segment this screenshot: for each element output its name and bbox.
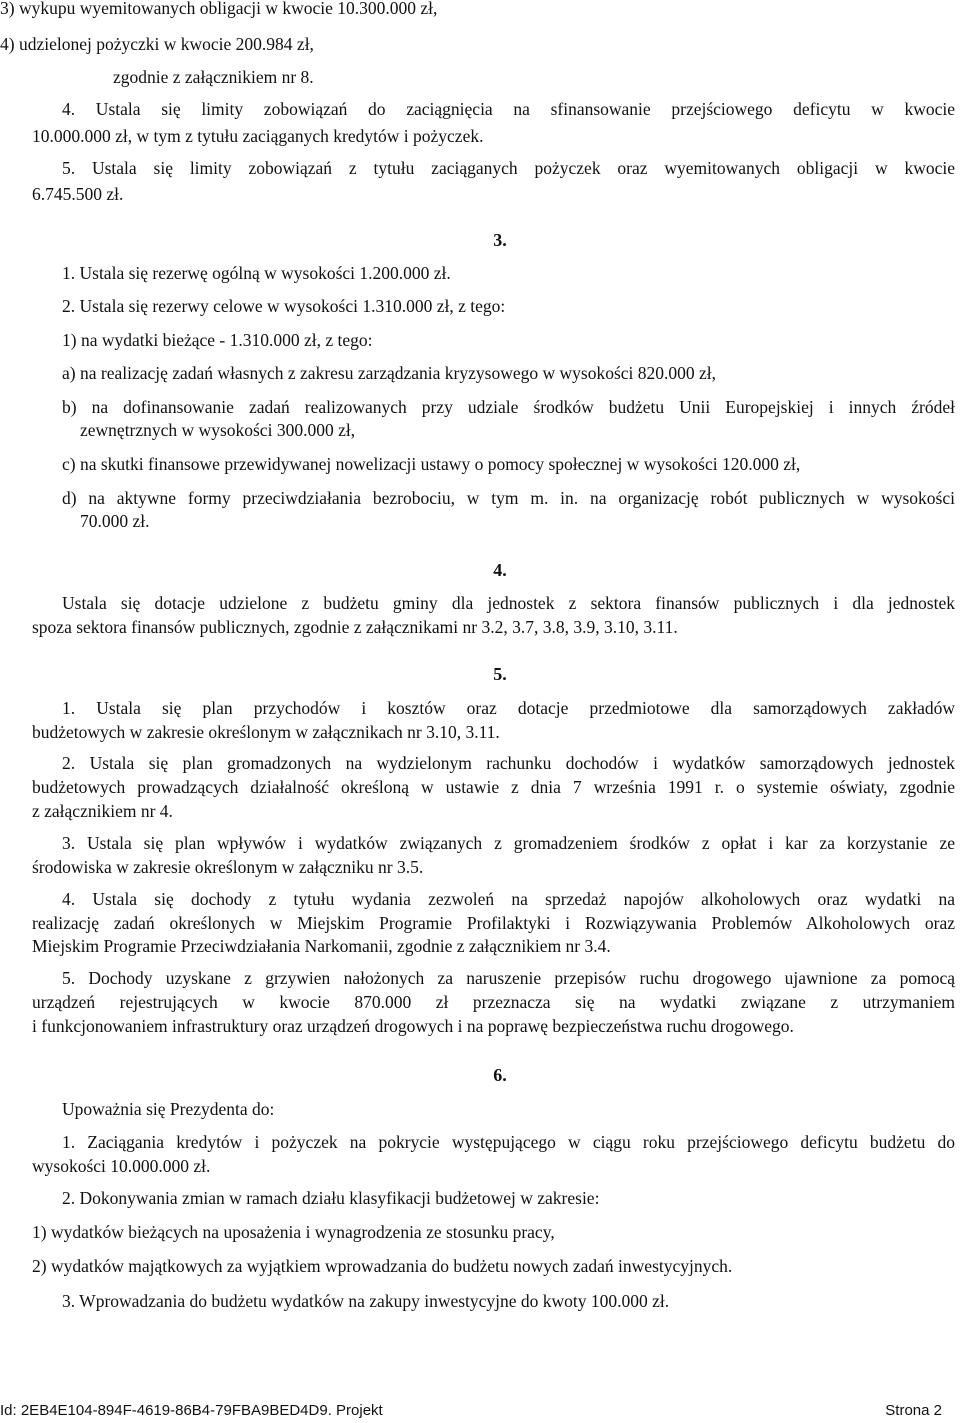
text-line: środowiska w zakresie określonym w załączniku nr 3.5. [32,857,424,877]
text-line: i funkcjonowaniem infrastruktury oraz urządzeń drogowych i na poprawę bezpieczeństwa ruchu drogowego. [32,1016,794,1036]
text-line: wysokości 10.000.000 zł. [32,1156,211,1176]
footer-page-number: Strona 2 [885,1402,942,1419]
footer-document-id: Id: 2EB4E104-894F-4619-86B4-79FBA9BED4D9. Projekt [0,1402,383,1419]
text-line: spoza sektora finansów publicznych, zgodnie z załącznikami nr 3.2, 3.7, 3.8, 3.9, 3.10, 3.11. [32,617,678,637]
text-line: zewnętrznych w wysokości 300.000 zł, [80,420,356,440]
paragraph: Ustala się dotacje udzielone z budżetu gminy dla jednostek z sektora finansów publicznych i dla jednostek [62,593,955,613]
section-heading: 4. [493,560,507,580]
numbered-paragraph: 5. Dochody uzyskane z grzywien nałożonych za naruszenie przepisów ruchu drogowego ujawnione za pomocą [62,968,955,988]
text-line: z załącznikiem nr 4. [32,801,173,821]
numbered-paragraph: 3. Ustala się plan wpływów i wydatków związanych z gromadzeniem środków z opłat i kar za korzystanie ze [62,833,955,853]
text-line: urządzeń rejestrujących w kwocie 870.000 zł przeznacza się na wydatki związane z utrzymaniem [32,992,955,1012]
list-item: c) na skutki finansowe przewidywanej nowelizacji ustawy o pomocy społecznej w wysokości 120.000 zł, [62,454,801,474]
numbered-paragraph: 1. Ustala się plan przychodów i kosztów oraz dotacje przedmiotowe dla samorządowych zakładów [62,698,955,718]
numbered-paragraph: 5. Ustala się limity zobowiązań z tytułu zaciąganych pożyczek oraz wyemitowanych obligacji w kwocie [62,158,955,178]
numbered-paragraph: 2. Ustala się rezerwy celowe w wysokości 1.310.000 zł, z tego: [62,296,506,316]
numbered-paragraph: 1. Zaciągania kredytów i pożyczek na pokrycie występującego w ciągu roku przejściowego deficytu budżetu do [62,1132,955,1152]
text-line: budżetowych prowadzących działalność określoną w ustawie z dnia 7 września 1991 r. o systemie oświaty, zgodnie [32,777,955,797]
numbered-paragraph: 2. Ustala się plan gromadzonych na wydzielonym rachunku dochodów i wydatków samorządowych jednostek [62,753,955,773]
list-item: 2) wydatków majątkowych za wyjątkiem wprowadzania do budżetu nowych zadań inwestycyjnych. [32,1256,733,1276]
paragraph: Upoważnia się Prezydenta do: [62,1099,275,1119]
section-heading: 3. [493,230,507,250]
list-item: b) na dofinansowanie zadań realizowanych przy udziale środków budżetu Unii Europejskiej i innych źródeł [62,397,955,417]
text-line: 10.000.000 zł, w tym z tytułu zaciąganych kredytów i pożyczek. [32,126,484,146]
numbered-paragraph: 4. Ustala się dochody z tytułu wydania zezwoleń na sprzedaż napojów alkoholowych oraz wydatki na [62,889,955,909]
text-line: zgodnie z załącznikiem nr 8. [113,67,314,87]
numbered-paragraph: 4. Ustala się limity zobowiązań do zaciągnięcia na sfinansowanie przejściowego deficytu w kwocie [62,99,955,119]
text-line: realizację zadań określonych w Miejskim Programie Profilaktyki i Rozwiązywania Problemów Alkoholowych oraz [32,913,955,933]
section-heading: 5. [493,664,507,684]
numbered-paragraph: 3. Wprowadzania do budżetu wydatków na zakupy inwestycyjne do kwoty 100.000 zł. [62,1291,670,1311]
text-line: 6.745.500 zł. [32,184,124,204]
list-item: 1) na wydatki bieżące - 1.310.000 zł, z tego: [62,330,373,350]
numbered-paragraph: 1. Ustala się rezerwę ogólną w wysokości 1.200.000 zł. [62,263,451,283]
text-line: budżetowych w zakresie określonym w załącznikach nr 3.10, 3.11. [32,722,500,742]
text-line: Miejskim Programie Przeciwdziałania Narkomanii, zgodnie z załącznikiem nr 3.4. [32,936,611,956]
list-item: 3) wykupu wyemitowanych obligacji w kwocie 10.300.000 zł, [0,0,438,18]
text-line: 70.000 zł. [80,511,150,531]
section-heading: 6. [493,1065,507,1085]
list-item: 4) udzielonej pożyczki w kwocie 200.984 zł, [0,34,314,54]
list-item: d) na aktywne formy przeciwdziałania bezrobociu, w tym m. in. na organizację robót publicznych w wysokości [62,488,955,508]
list-item: 1) wydatków bieżących na uposażenia i wynagrodzenia ze stosunku pracy, [32,1222,555,1242]
numbered-paragraph: 2. Dokonywania zmian w ramach działu klasyfikacji budżetowej w zakresie: [62,1188,600,1208]
list-item: a) na realizację zadań własnych z zakresu zarządzania kryzysowego w wysokości 820.000 zł, [62,363,717,383]
